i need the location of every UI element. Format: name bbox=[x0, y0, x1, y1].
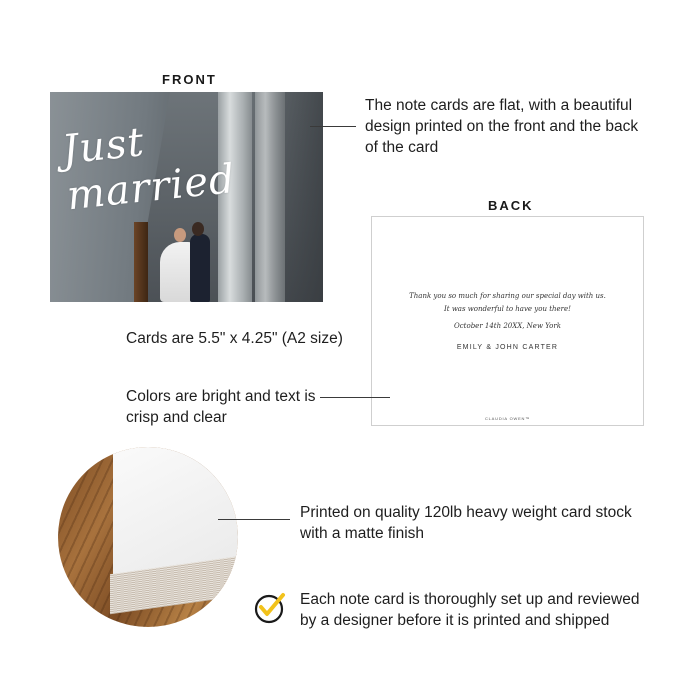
note-line: crisp and clear bbox=[126, 409, 227, 426]
card-stack-photo bbox=[58, 447, 238, 627]
note-card-stock bbox=[300, 502, 660, 544]
back-thanks-line: Thank you so much for sharing our special day with us. bbox=[409, 292, 606, 300]
back-label: BACK bbox=[488, 198, 534, 213]
note-line: of the card bbox=[365, 139, 439, 156]
note-line: with a matte finish bbox=[300, 525, 425, 542]
note-line: Each note card is thoroughly set up and reviewed bbox=[300, 591, 640, 608]
check-circle-icon bbox=[254, 592, 286, 624]
note-colors bbox=[126, 386, 326, 428]
groom-suit bbox=[190, 234, 210, 302]
back-brand: CLAUDIA OWEN™ bbox=[484, 416, 531, 421]
doorway bbox=[134, 222, 148, 302]
note-line: Printed on quality 120lb heavy weight card stock bbox=[300, 504, 632, 521]
note-line: design printed on the front and the back bbox=[365, 118, 639, 135]
pointer-line bbox=[218, 519, 290, 520]
note-line: The note cards are flat, with a beautiful bbox=[365, 97, 633, 114]
bride-head bbox=[174, 228, 186, 242]
front-label: FRONT bbox=[162, 72, 217, 87]
note-line: by a designer before it is printed and shipped bbox=[300, 612, 610, 629]
pointer-line bbox=[310, 126, 356, 127]
back-card bbox=[371, 216, 644, 426]
note-card-size: Cards are 5.5" x 4.25" (A2 size) bbox=[126, 330, 343, 347]
pointer-line bbox=[320, 397, 390, 398]
note-line: Colors are bright and text is bbox=[126, 388, 316, 405]
back-wonderful-line: It was wonderful to have you there! bbox=[444, 305, 571, 313]
back-names: EMILY & JOHN CARTER bbox=[456, 344, 559, 351]
note-designer-review bbox=[300, 589, 660, 631]
note-flat-cards bbox=[365, 95, 665, 158]
just-married-script: Just married bbox=[59, 119, 238, 220]
groom-head bbox=[192, 222, 204, 236]
back-date-line: October 14th 20XX, New York bbox=[454, 322, 561, 330]
front-card-photo bbox=[50, 92, 323, 302]
